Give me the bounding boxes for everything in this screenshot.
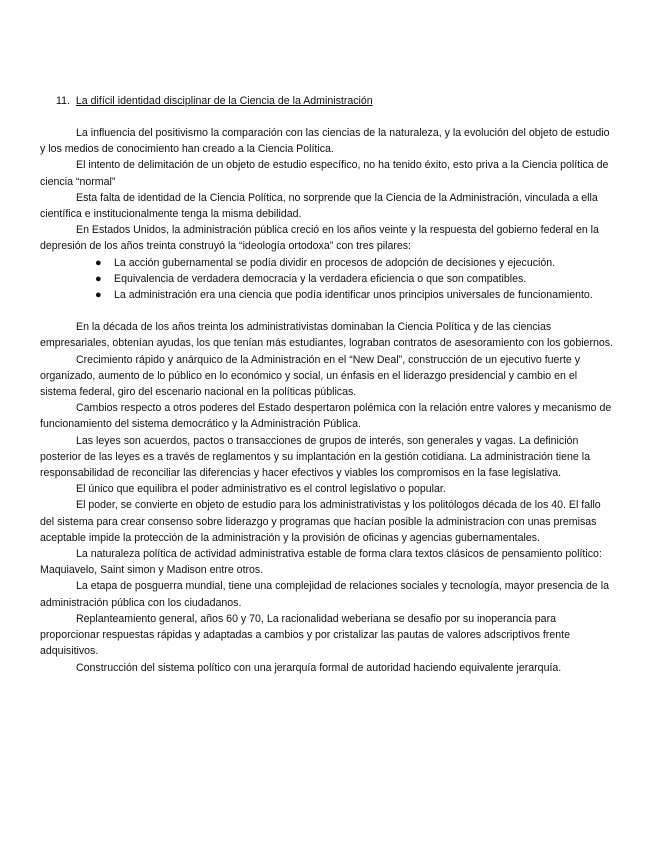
paragraph: En Estados Unidos, la administración pública creció en los años veinte y la respuesta del gobierno federal en la depresión de los años treinta construyó la “ideología ortodoxa” con tres pilares: bbox=[40, 224, 599, 253]
paragraph: Las leyes son acuerdos, pactos o transacciones de grupos de interés, son generales y vagas. La definición posterior de las leyes es a través de reglamentos y su implantación en la gestión cotidiana. La administración tiene la responsabilidad de reconciliar las diferencias y hacer efectivos y viables los compromisos en la fase legislativa. bbox=[40, 434, 591, 480]
spacer bbox=[40, 303, 616, 319]
paragraph: El intento de delimitación de un objeto de estudio específico, no ha tenido éxito, esto priva a la Ciencia política de ciencia “normal” bbox=[40, 159, 609, 188]
paragraph: La etapa de posguerra mundial, tiene una complejidad de relaciones sociales y tecnología, mayor presencia de la administración pública con los ciudadanos. bbox=[40, 580, 609, 609]
section-title: La difícil identidad disciplinar de la Ciencia de la Administración bbox=[75, 95, 373, 107]
bullet-item bbox=[95, 287, 616, 303]
bullet-item bbox=[95, 255, 616, 271]
bullet-text: La acción gubernamental se podía dividir en procesos de adopción de decisiones y ejecución. bbox=[114, 256, 556, 269]
paragraph: Crecimiento rápido y anárquico de la Administración en el “New Deal”, construcción de un ejecutivo fuerte y organizado, aumento de lo público en lo económico y social, un énfasis en el liderazgo presidencial y cambio en el sistema federal, giro del escenario nacional en la políticas públicas. bbox=[40, 353, 581, 399]
document-body bbox=[40, 125, 616, 676]
paragraph: El poder, se convierte en objeto de estudio para los administrativistas y los politólogos década de los 40. El fallo del sistema para crear consenso sobre liderazgo y programas que hacían posible la administracion con unas premisas aceptable impide la protección de la administración y la provisión de oficinas y agencias gubernamentales. bbox=[40, 499, 601, 544]
paragraph: Esta falta de identidad de la Ciencia Política, no sorprende que la Ciencia de la Administración, vinculada a ella científica e institucionalmente tenga la misma debilidad. bbox=[40, 191, 598, 221]
bullet-text: Equivalencia de verdadera democracia y la verdadera eficiencia o que son compatibles. bbox=[114, 272, 527, 285]
bullet-icon: ● bbox=[95, 256, 102, 269]
paragraph: El único que equilibra el poder administrativo es el control legislativo o popular. bbox=[76, 483, 446, 496]
bullet-item bbox=[95, 271, 616, 287]
paragraph: La naturaleza política de actividad administrativa estable de forma clara textos clásicos de pensamiento político: Maquiavelo, Saint simon y Madison entre otros. bbox=[40, 548, 602, 577]
section-number: 11. bbox=[56, 95, 70, 107]
bullet-text: La administración era una ciencia que podía identificar unos principios universales de funcionamiento. bbox=[114, 289, 593, 302]
bullet-list bbox=[40, 255, 616, 304]
section-heading bbox=[56, 93, 616, 109]
bullet-icon: ● bbox=[95, 289, 102, 302]
paragraph: En la década de los años treinta los administrativistas dominaban la Ciencia Política y de las ciencias empresariales, obtenían ayudas, los que tenían más estudiantes, lograban contratos de asesoramiento con los gobiernos. bbox=[40, 321, 614, 350]
paragraph: Replanteamiento general, años 60 y 70, La racionalidad weberiana se desafio por su inoperancia para proporcionar respuestas rápidas y adaptadas a cambios y por cristalizar las pautas de valores adscriptivos frente adquisitivos. bbox=[40, 612, 570, 658]
bullet-icon: ● bbox=[95, 272, 102, 285]
paragraph: Construcción del sistema político con una jerarquía formal de autoridad haciendo equivalente jerarquía. bbox=[76, 661, 562, 674]
paragraph: Cambios respecto a otros poderes del Estado despertaron polémica con la relación entre valores y mecanismo de funcionamiento del sistema democrático y la Administración Pública. bbox=[40, 402, 612, 431]
paragraph: La influencia del positivismo la comparación con las ciencias de la naturaleza, y la evolución del objeto de estudio y los medios de conocimiento han creado a la Ciencia Política. bbox=[40, 127, 610, 156]
